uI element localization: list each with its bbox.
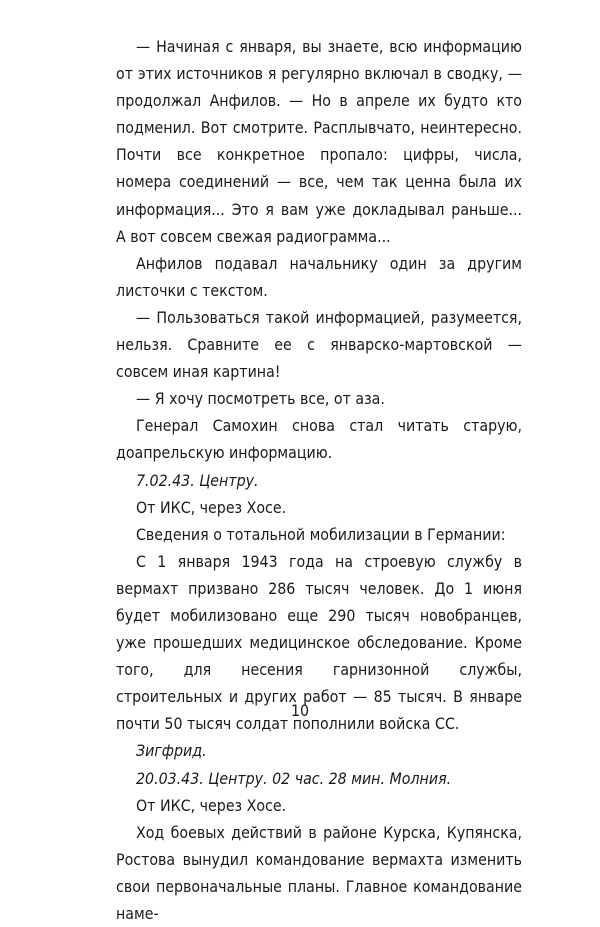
paragraph: Анфилов подавал начальнику один за другим листочки с текстом. bbox=[116, 253, 522, 300]
page-number: 10 bbox=[290, 701, 310, 720]
telegram-header: 20.03.43. Центру. 02 час. 28 мин. Молния. bbox=[136, 768, 452, 788]
paragraph: — Начиная с января, вы знаете, всю информацию от этих источников я регулярно включал в сводку, — продолжал Анфилов. — Но в апреле их будто кто подменил. Вот смотрите. Расплывчато, неинтересно. Почти все конкретное пропало: цифры, числа, номера соединений — все, чем так ценна была их информация... Это я вам уже докладывал раньше... А вот совсем свежая радиограмма... bbox=[116, 37, 522, 246]
paragraph: От ИКС, через Хосе. bbox=[136, 795, 287, 815]
paragraph: — Пользоваться такой информацией, разумеется, нельзя. Сравните ее с январско-мартовской — совсем иная картина! bbox=[116, 307, 522, 382]
paragraph: От ИКС, через Хосе. bbox=[136, 497, 287, 517]
paragraph: Генерал Самохин снова стал читать старую, доапрельскую информацию. bbox=[116, 416, 522, 463]
paragraph: — Я хочу посмотреть все, от аза. bbox=[136, 389, 385, 409]
paragraph: Сведения о тотальной мобилизации в Германии: bbox=[136, 524, 506, 544]
paragraph: Ход боевых действий в районе Курска, Купянска, Ростова вынудил командование вермахта изменить свои первоначальные планы. Главное командование наме- bbox=[116, 822, 522, 923]
body-text bbox=[116, 33, 522, 927]
telegram-header: 7.02.43. Центру. bbox=[136, 470, 259, 490]
paragraph: С 1 января 1943 года на строевую службу в вермахт призвано 286 тысяч человек. До 1 июня будет мобилизовано еще 290 тысяч новобранцев, уже прошедших медицинское обследование. Кроме того, для несения гарнизонной службы, строительных и других работ — 85 тысяч. В январе почти 50 тысяч солдат пополнили войска СС. bbox=[116, 551, 522, 734]
telegram-signature: Зигфрид. bbox=[136, 741, 207, 761]
